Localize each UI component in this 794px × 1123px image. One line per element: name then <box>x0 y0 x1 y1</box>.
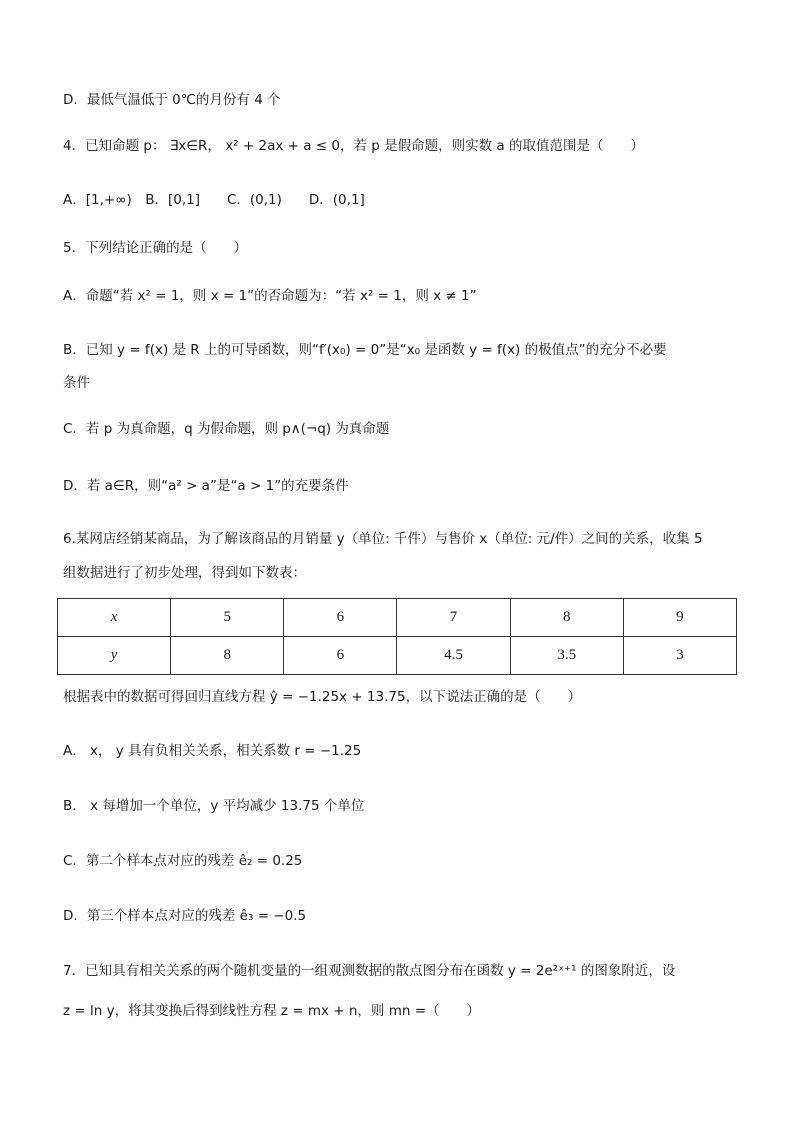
table-cell: 9 <box>623 599 736 637</box>
table-cell: 6 <box>284 637 397 675</box>
data-table <box>57 598 737 675</box>
question-6-continued: 组数据进行了初步处理，得到如下数表： <box>63 565 306 581</box>
option-5c: C．若 p 为真命题，q 为假命题，则 p∧(¬q) 为真命题 <box>63 421 390 437</box>
question-6: 6.某网店经销某商品，为了解该商品的月销量 y（单位: 千件）与售价 x（单位: 元/件）之间的关系，收集 5 <box>63 531 703 547</box>
table-cell: 4.5 <box>397 637 510 675</box>
table-row <box>58 637 737 675</box>
option-5d: D．若 a∈R，则“a² > a”是“a > 1”的充要条件 <box>63 478 349 494</box>
table-cell: x <box>58 599 171 637</box>
table-cell: 8 <box>510 599 623 637</box>
table-cell: 5 <box>171 599 284 637</box>
option-5b: B．已知 y = f(x) 是 R 上的可导函数，则“f′(x₀) = 0”是“x₀ 是函数 y = f(x) 的极值点”的充分不必要 <box>63 342 667 358</box>
option-6d: D．第三个样本点对应的残差 ê₃ = −0.5 <box>63 908 307 924</box>
option-3d: D．最低气温低于 0℃的月份有 4 个 <box>63 92 281 108</box>
table-cell: 7 <box>397 599 510 637</box>
question-4-options: A．[1,+∞) B．[0,1] C．(0,1) D．(0,1] <box>63 192 365 208</box>
table-row <box>58 599 737 637</box>
question-5: 5．下列结论正确的是（ ） <box>63 240 248 256</box>
option-6b: B． x 每增加一个单位，y 平均减少 13.75 个单位 <box>63 798 365 814</box>
question-7-continued: z = ln y，将其变换后得到线性方程 z = mx + n，则 mn =（ ） <box>63 1003 481 1019</box>
option-5a: A．命题“若 x² = 1，则 x = 1”的否命题为：“若 x² = 1，则 x ≠ 1” <box>63 288 477 304</box>
table-cell: 3.5 <box>510 637 623 675</box>
table-cell: y <box>58 637 171 675</box>
option-5b-continued: 条件 <box>63 375 90 391</box>
table-cell: 3 <box>623 637 736 675</box>
table-cell: 8 <box>171 637 284 675</box>
table-cell: 6 <box>284 599 397 637</box>
question-7: 7．已知具有相关关系的两个随机变量的一组观测数据的散点图分布在函数 y = 2e²ˣ⁺¹ 的图象附近，设 <box>63 963 676 979</box>
question-4: 4．已知命题 p： ∃x∈R， x² + 2ax + a ≤ 0，若 p 是假命题，则实数 a 的取值范围是（ ） <box>63 138 644 154</box>
option-6c: C．第二个样本点对应的残差 ê₂ = 0.25 <box>63 853 303 869</box>
option-6a: A． x， y 具有负相关关系，相关系数 r = −1.25 <box>63 743 362 759</box>
regression-statement: 根据表中的数据可得回归直线方程 ŷ = −1.25x + 13.75，以下说法正确的是（ ） <box>63 689 582 705</box>
